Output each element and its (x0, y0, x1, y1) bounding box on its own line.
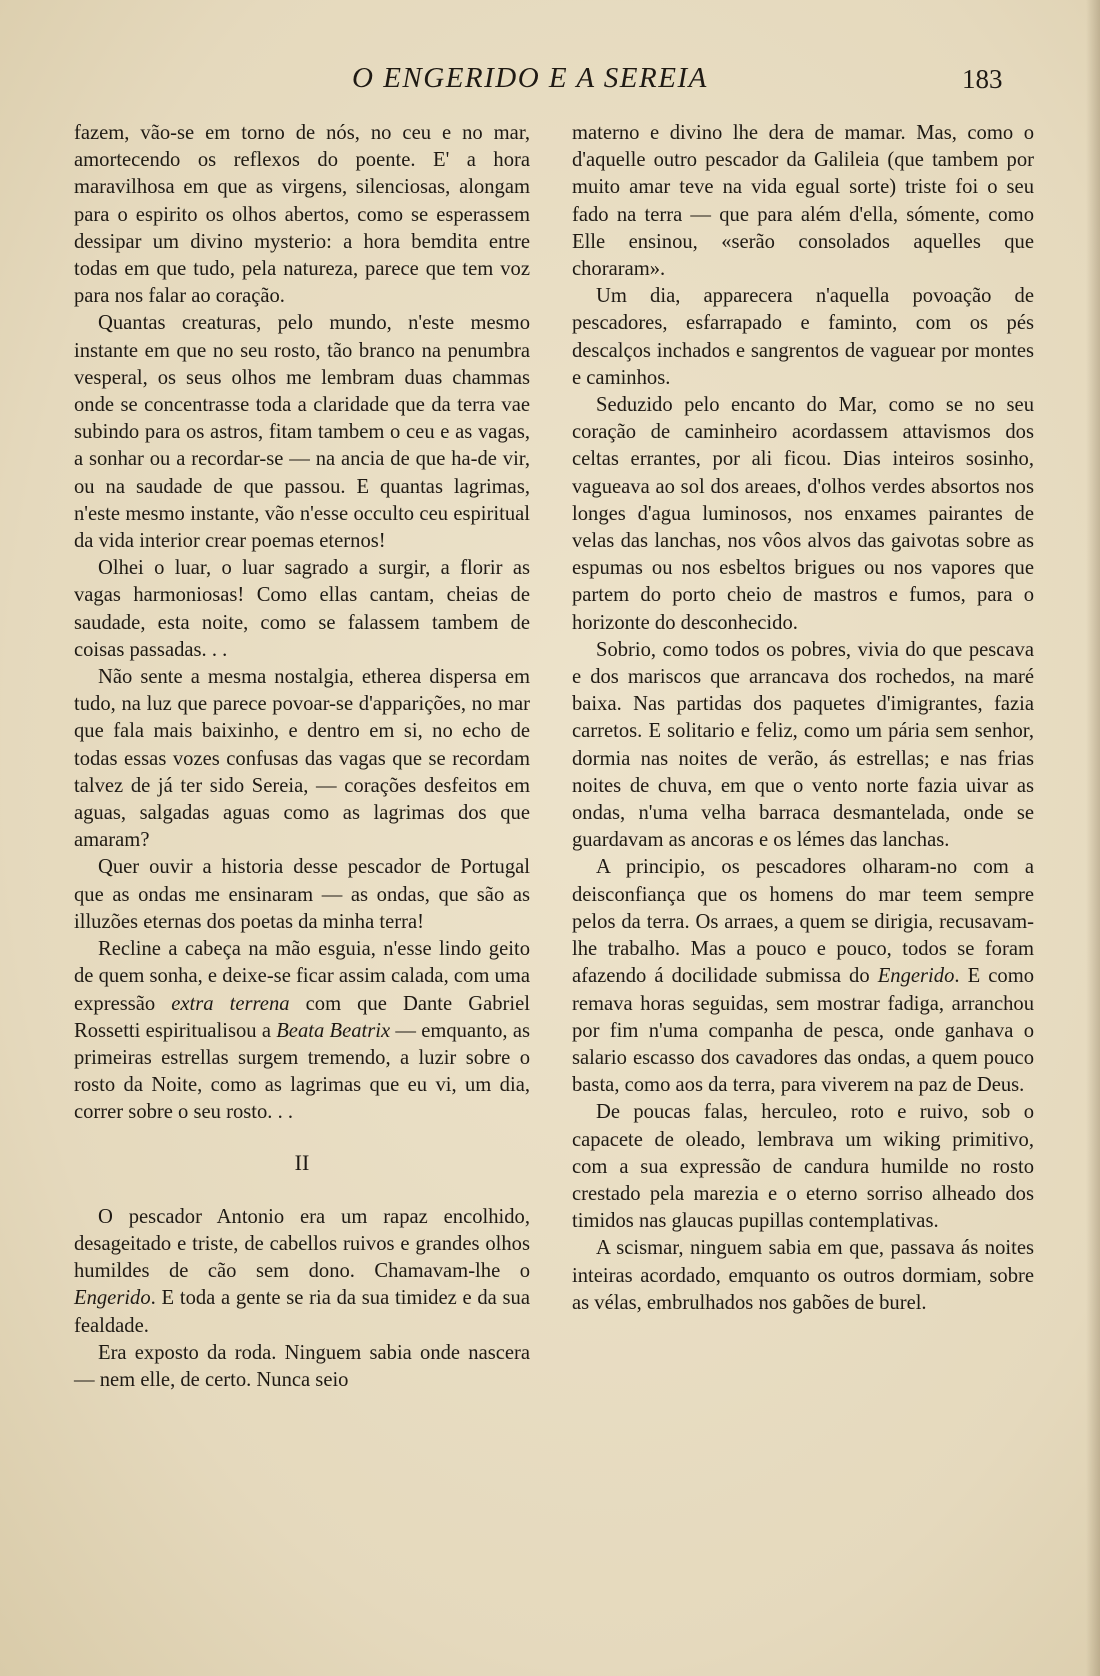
paragraph: Olhei o luar, o luar sagrado a surgir, a florir as vagas harmoniosas! Como ellas cantam, cheias de saudade, esta noite, como se falassem tambem de coisas passadas. . . (74, 557, 530, 661)
page-number: 183 (962, 64, 1003, 94)
text-run: A principio, os pescadores olharam-no com a deisconfiança que os homens do mar teem sempre pelos da terra. Os arraes, a quem se dirigia, recusavam-lhe trabalho. Mas a pouco e pouco, todos se foram afazendo á docilidade submissa do (572, 856, 1034, 988)
text-run: Recline a cabeça na mão esguia, n'esse lindo geito de quem sonha, e deixe-se ficar assim calada, com uma expressão (74, 938, 530, 1015)
paragraph: Não sente a mesma nostalgia, etherea dispersa em tudo, na luz que parece povoar-se d'apparições, no mar que fala mais baixinho, e dentro em si, no echo de todas essas vozes confusas das vagas que se recordam talvez de já ter sido Sereia, — corações desfeitos em aguas, salgadas aguas como as lagrimas dos que amaram? (74, 666, 530, 852)
paragraph (572, 854, 1034, 1099)
page-edge-shadow (1086, 0, 1100, 1676)
paragraph: fazem, vão-se em torno de nós, no ceu e no mar, amortecendo os reflexos do poente. E' a hora maravilhosa em que as virgens, silenciosas, alongam para o espirito os olhos abertos, como se esperassem dessipar um divino mysterio: a hora bemdita entre todas em que tudo, pela natureza, parece que tem voz para nos falar ao coração. (74, 122, 530, 308)
right-column (572, 120, 1034, 1317)
text-run: . E como remava horas seguidas, sem mostrar fadiga, arranchou por fim n'uma companha de pesca, onde ganhava o salario escasso dos cavadores das ondas, a quem pouco basta, como aos da terra, para viverem na paz de Deus. (572, 965, 1035, 1097)
text-run: O pescador Antonio era um rapaz encolhido, desageitado e triste, de cabellos ruivos e grandes olhos humildes de cão sem dono. Chamavam-lhe o (74, 1205, 530, 1283)
italic-text: extra terrena (171, 992, 290, 1015)
italic-text: Beata Beatrix (276, 1019, 391, 1042)
paragraph: Seduzido pelo encanto do Mar, como se no seu coração de caminheiro acordassem attavismos dos celtas errantes, por ali ficou. Dias inteiros sosinho, vagueava ao sol dos areaes, d'olhos verdes absortos nos longes d'agua luminosos, nos enxames pairantes de velas das lanchas, nos vôos alvos das gaivotas sobre as espumas ou nos esbeltos brigues ou nos vapores que partem do porto cheio de mastros e fumos, para o horizonte do desconhecido. (572, 394, 1034, 634)
italic-text: Engerido (877, 965, 955, 988)
italic-text: Engerido (74, 1287, 151, 1310)
paragraph: Sobrio, como todos os pobres, vivia do que pescava e dos mariscos que arrancava dos rochedos, na maré baixa. Nas partidas dos paquetes d'imigrantes, fazia carretos. E solitario e feliz, como um pária sem senhor, dormia nas noites de verão, ás estrellas; e nas frias noites de chuva, em que o vento norte fazia uivar as ondas, n'uma velha barraca desmantelada, onde se guardavam as ancoras e os lémes das lanchas. (572, 638, 1034, 852)
page-header (0, 62, 1100, 102)
paragraph: Era exposto da roda. Ninguem sabia onde nascera — nem elle, de certo. Nunca seio (74, 1341, 530, 1391)
paragraph: Um dia, apparecera n'aquella povoação de pescadores, esfarrapado e faminto, com os pés descalços inchados e sangrentos de vaguear por montes e caminhos. (572, 285, 1034, 389)
paragraph: materno e divino lhe dera de mamar. Mas, como o d'aquelle outro pescador da Galileia (que tambem por muito amar teve na vida egual sorte) triste foi o seu fado na terra — que para além d'ella, sómente, como Elle ensinou, «serão consolados aquelles que choraram». (572, 122, 1034, 281)
paragraph: A scismar, ninguem sabia em que, passava ás noites inteiras acordado, emquanto os outros dormiam, sobre as vélas, embrulhados nos gabões de burel. (572, 1237, 1034, 1314)
paragraph: De poucas falas, herculeo, roto e ruivo, sob o capacete de oleado, lembrava um wiking primitivo, com a sua expressão de candura humilde no rosto crestado pela marezia e o eterno sorriso alheado dos timidos nas glaucas pupillas contemplativas. (572, 1101, 1034, 1233)
paragraph: Quantas creaturas, pelo mundo, n'este mesmo instante em que no seu rosto, tão branco na penumbra vesperal, os seus olhos me lembram duas chammas onde se concentrasse toda a claridade que da terra vae subindo para os astros, fitam tambem o ceu e as vagas, a sonhar ou a recordar-se — na ancia de que ha-de vir, ou na saudade de que passou. E quantas lagrimas, n'este mesmo instante, vão n'esse occulto ceu espiritual da vida interior crear poemas eternos! (74, 312, 530, 553)
text-run: com que Dante Gabriel Rossetti espiritualisou a (74, 992, 530, 1042)
paragraph (74, 936, 530, 1126)
text-run: — emquanto, as primeiras estrellas surgem tremendo, a luzir sobre o rosto da Noite, como as lagrimas que eu vi, um dia, correr sobre o seu rosto. . . (74, 1019, 530, 1124)
left-column (74, 120, 530, 1394)
paragraph (74, 1204, 530, 1340)
text-run: . E toda a gente se ria da sua timidez e da sua fealdade. (74, 1287, 530, 1337)
paragraph: Quer ouvir a historia desse pescador de Portugal que as ondas me ensinaram — as ondas, que são as illuzões eternas dos poetas da minha terra! (74, 856, 530, 933)
running-title: O ENGERIDO E A SEREIA (352, 62, 708, 94)
section-number: II (294, 1149, 310, 1175)
